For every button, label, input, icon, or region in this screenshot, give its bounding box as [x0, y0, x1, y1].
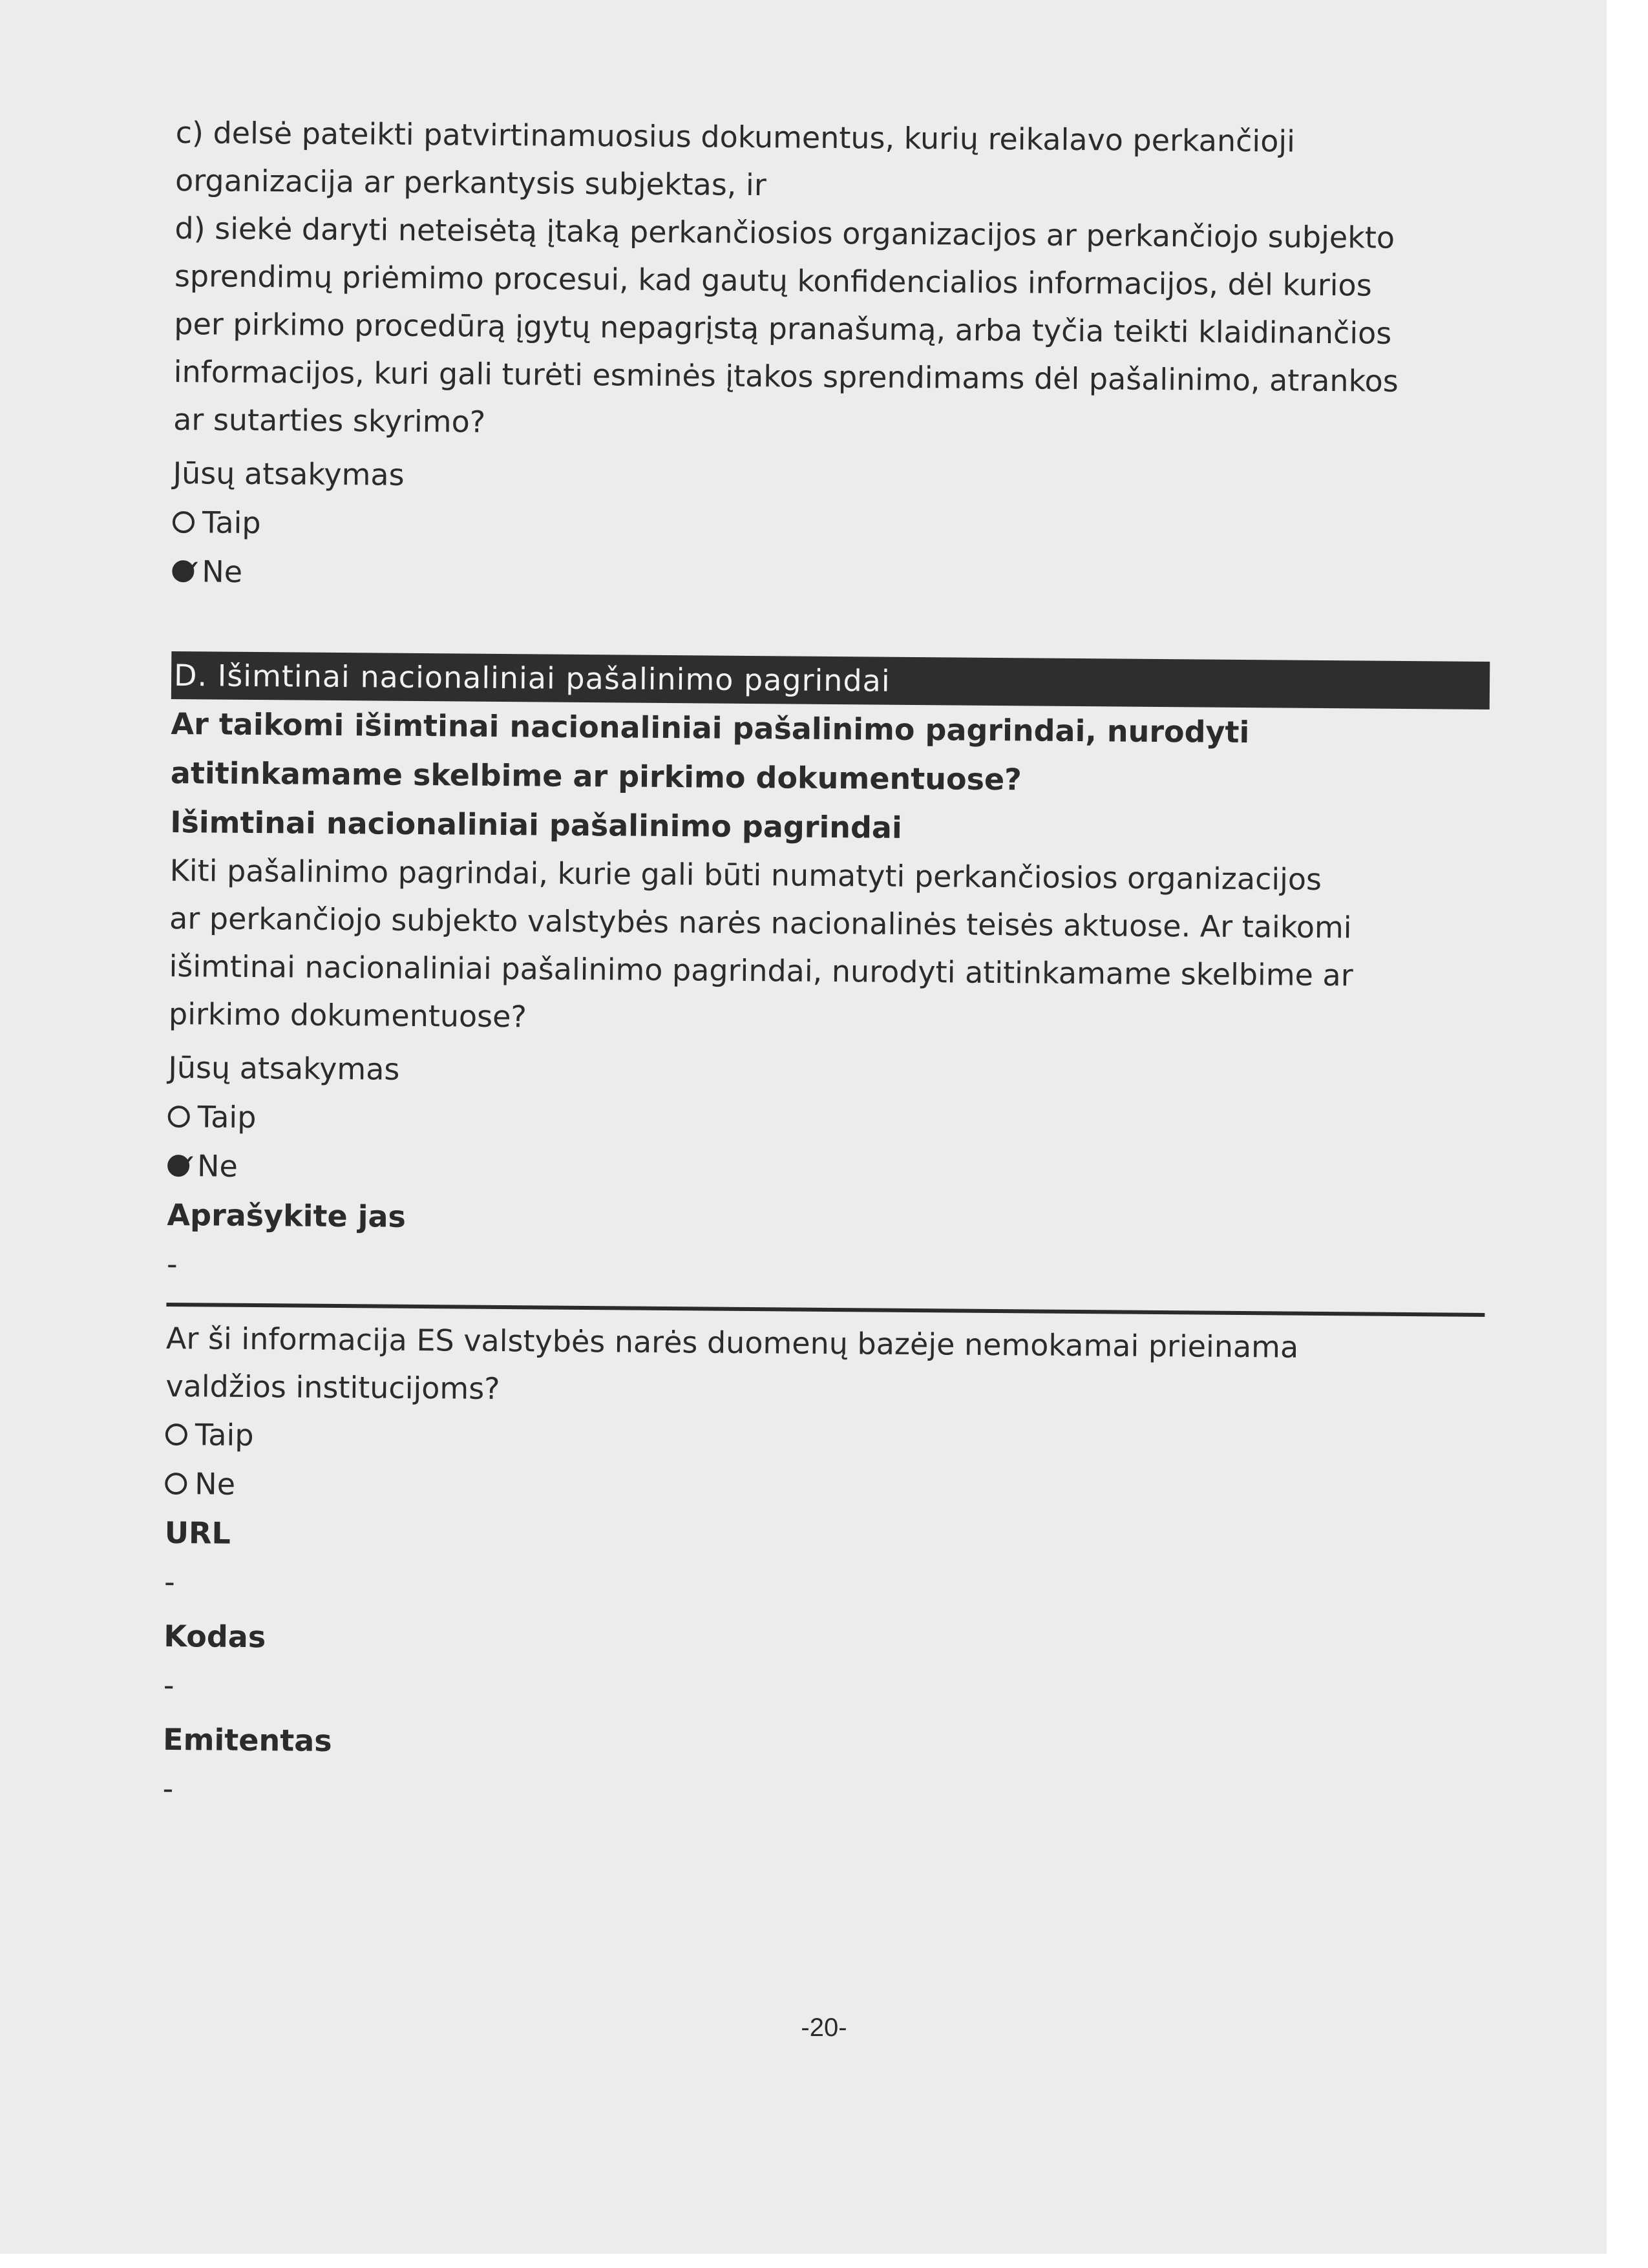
answer-label: Jūsų atsakymas	[173, 455, 405, 492]
radio-checked-icon[interactable]	[167, 1155, 189, 1177]
section-header: D. Išimtinai nacionaliniai pašalinimo pagrindai	[171, 651, 1490, 709]
describe-value: -	[166, 1246, 178, 1282]
question-line: Ar ši informacija ES valstybės narės duomenų bazėje nemokamai prieinama	[165, 1320, 1299, 1365]
radio-unchecked-icon[interactable]	[173, 511, 195, 533]
option-no[interactable]	[172, 547, 1491, 606]
radio-unchecked-icon[interactable]	[165, 1473, 187, 1495]
text-line: d) siekė daryti neteisėtą įtaką perkančiosios organizacijos ar perkančiojo subjekto	[174, 210, 1395, 255]
page-number: -20-	[801, 2013, 847, 2042]
text-line: sprendimų priėmimo procesui, kad gautų konfidencialios informacijos, dėl kurios	[174, 258, 1372, 303]
answer-label: Jūsų atsakymas	[168, 1049, 400, 1087]
option-yes-label: Taip	[202, 505, 261, 541]
option-no-label: Ne	[195, 1466, 236, 1502]
code-value: -	[163, 1667, 174, 1703]
url-label: URL	[164, 1515, 231, 1551]
subheading: Išimtinai nacionaliniai pašalinimo pagrindai	[170, 804, 902, 845]
question-line: atitinkamame skelbime ar pirkimo dokumentuose?	[170, 755, 1022, 797]
divider	[166, 1303, 1484, 1317]
database-question	[165, 1314, 1484, 1420]
text-line: organizacija ar perkantysis subjektas, ir	[174, 162, 766, 203]
text-line: ar sutarties skyrimo?	[173, 401, 486, 439]
exclusion-grounds-text	[173, 109, 1494, 454]
code-label: Kodas	[164, 1618, 266, 1655]
radio-unchecked-icon[interactable]	[168, 1106, 190, 1128]
question-line: Ar taikomi išimtinai nacionaliniai pašalinimo pagrindai, nurodyti	[171, 706, 1250, 750]
option-yes-label: Taip	[195, 1417, 254, 1453]
scan-margin	[0, 2254, 1648, 2268]
url-value: -	[164, 1564, 175, 1600]
radio-checked-icon[interactable]	[172, 560, 194, 582]
option-no-label: Ne	[196, 1148, 238, 1184]
text-line: ar perkančiojo subjekto valstybės narės nacionalinės teisės aktuose. Ar taikomi	[169, 900, 1352, 945]
text-line: informacijos, kuri gali turėti esminės įtakos sprendimams dėl pašalinimo, atrankos	[173, 353, 1399, 399]
text-line: Kiti pašalinimo pagrindai, kurie gali būti numatyti perkančiosios organizacijos	[169, 852, 1322, 897]
page-content	[162, 109, 1494, 1823]
text-line: išimtinai nacionaliniai pašalinimo pagrindai, nurodyti atitinkamame skelbime ar	[169, 948, 1353, 993]
text-line: per pirkimo procedūrą įgytų nepagrįstą pranašumą, arba tyčia teikti klaidinančios	[174, 306, 1392, 351]
section-question	[171, 699, 1490, 808]
radio-unchecked-icon[interactable]	[165, 1423, 187, 1445]
describe-label: Aprašykite jas	[167, 1197, 407, 1234]
text-line: pirkimo dokumentuose?	[168, 996, 527, 1034]
section-description	[169, 846, 1488, 1048]
issuer-value: -	[162, 1770, 174, 1807]
option-yes-label: Taip	[197, 1099, 257, 1135]
text-line: c) delsė pateikti patvirtinamuosius dokumentus, kurių reikalavo perkančioji	[175, 114, 1296, 159]
issuer-label: Emitentas	[162, 1721, 332, 1758]
option-no-label: Ne	[202, 554, 243, 589]
question-line: valdžios institucijoms?	[165, 1368, 500, 1406]
